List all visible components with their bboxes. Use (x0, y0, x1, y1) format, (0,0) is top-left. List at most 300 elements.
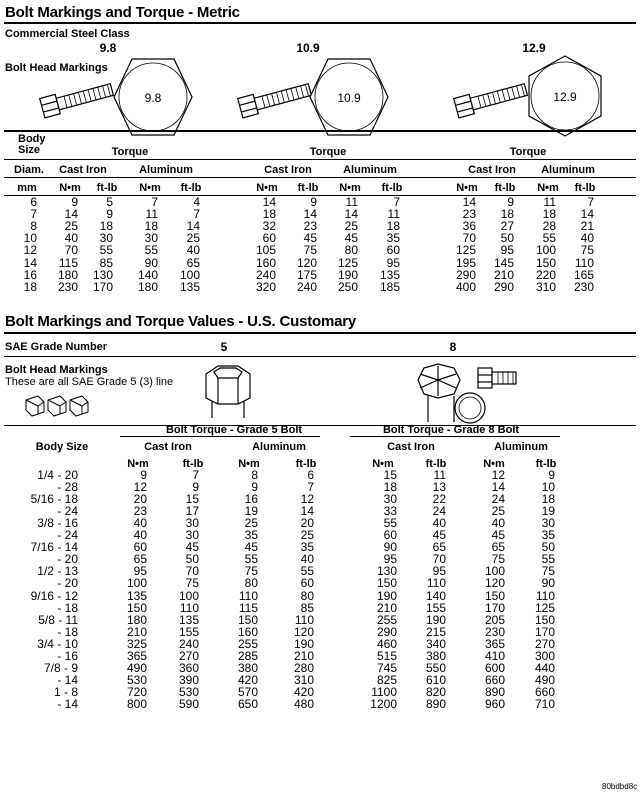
grade8-torque-cell: 130 (376, 564, 397, 579)
metric-torque-cell: 400 (455, 279, 476, 294)
grade5-torque-cell: 40 (300, 552, 314, 567)
grade8-torque-cell: 190 (425, 612, 446, 627)
grade5-torque-cell: 255 (237, 636, 258, 651)
grade5-torque-cell: 280 (293, 660, 314, 675)
grade5-torque-cell: 285 (237, 648, 258, 663)
grade8-torque-cell: 95 (383, 552, 397, 567)
metric-torque-cell: 75 (303, 243, 317, 258)
grade8-torque-cell: 890 (484, 684, 505, 699)
grade8-torque-cell: 230 (484, 624, 505, 639)
metric-torque-cell: 85 (99, 255, 113, 270)
unit-nm: N•m (456, 182, 478, 194)
grade5-torque-cell: 530 (178, 684, 199, 699)
unit-ftlb: ft-lb (425, 458, 447, 470)
grade8-torque-cell: 40 (432, 516, 446, 531)
grade8-torque-cell: 340 (425, 636, 446, 651)
grade5-torque-cell: 325 (126, 636, 147, 651)
metric-title: Bolt Markings and Torque - Metric (5, 4, 240, 21)
grade5-torque-cell: 14 (300, 504, 314, 519)
grade5-torque-cell: 15 (185, 492, 199, 507)
metric-torque-cell: 40 (64, 231, 78, 246)
grade5-torque-cell: 570 (237, 684, 258, 699)
metric-torque-cell: 175 (296, 267, 317, 282)
bolt-side-icon (38, 80, 118, 120)
metric-torque-cell: 165 (573, 267, 594, 282)
us-body-size-label: Body Size (35, 441, 89, 453)
grade5-group-rule (120, 436, 320, 437)
metric-torque-cell: 130 (92, 267, 113, 282)
metric-torque-cell: 310 (535, 279, 556, 294)
grade8-torque-cell: 50 (541, 540, 555, 555)
grade5-torque-cell: 60 (133, 540, 147, 555)
grade8-torque-cell: 410 (484, 648, 505, 663)
grade5-torque-cell: 115 (238, 600, 258, 615)
grade5-torque-cell: 75 (185, 576, 199, 591)
metric-torque-cell: 240 (255, 267, 276, 282)
metric-torque-cell: 14 (580, 207, 594, 222)
grade8-torque-cell: 550 (425, 660, 446, 675)
grade8-torque-cell: 610 (425, 672, 446, 687)
metric-torque-label-2: Torque (309, 146, 347, 158)
metric-torque-cell: 11 (543, 195, 556, 209)
metric-al-label-1: Aluminum (139, 164, 193, 176)
us-body-size-cell: 5/8 - 11 (38, 612, 78, 627)
grade5-torque-cell: 45 (244, 540, 258, 555)
us-body-size-cell: 7/8 - 9 (43, 660, 78, 675)
grade8-torque-cell: 745 (376, 660, 397, 675)
metric-al-label-2: Aluminum (343, 164, 397, 176)
grade8-torque-cell: 215 (425, 624, 446, 639)
metric-torque-cell: 9 (507, 195, 514, 209)
grade5-torque-cell: 160 (237, 624, 258, 639)
grade5-bolt-head-icon (202, 364, 254, 420)
grade5-torque-cell: 80 (300, 588, 314, 603)
grade5-torque-cell: 240 (178, 636, 199, 651)
metric-torque-cell: 25 (186, 231, 200, 246)
footer-code: 80bdbd8c (602, 782, 638, 791)
metric-torque-cell: 40 (186, 243, 200, 258)
grade5-torque-cell: 80 (244, 576, 258, 591)
us-body-size-cell: - 14 (57, 672, 78, 687)
metric-torque-cell: 50 (500, 231, 514, 246)
metric-sub-rule (4, 159, 636, 160)
metric-body-size-label: Body Size (18, 133, 46, 156)
metric-torque-cell: 18 (99, 219, 113, 234)
grade8-torque-cell: 75 (491, 552, 505, 567)
grade5-torque-cell: 50 (185, 552, 199, 567)
metric-diameter-cell: 10 (23, 231, 37, 246)
grade8-torque-cell: 825 (376, 672, 397, 687)
metric-torque-cell: 14 (186, 219, 200, 234)
grade5-torque-cell: 9 (140, 468, 147, 482)
grade5-torque-cell: 135 (178, 612, 199, 627)
grade8-torque-cell: 18 (383, 480, 397, 495)
grade5-torque-cell: 420 (293, 684, 314, 699)
metric-title-rule (4, 22, 636, 24)
metric-torque-label-1: Torque (111, 146, 149, 158)
metric-torque-cell: 9 (310, 195, 317, 209)
unit-ftlb: ft-lb (494, 182, 516, 194)
grade8-torque-cell: 190 (376, 588, 397, 603)
metric-torque-cell: 23 (303, 219, 317, 234)
metric-torque-cell: 125 (455, 243, 476, 258)
grade8-torque-cell: 95 (432, 564, 446, 579)
us-al-label-g5: Aluminum (252, 441, 306, 453)
metric-torque-cell: 40 (580, 231, 594, 246)
grade8-torque-cell: 10 (541, 480, 555, 495)
grade8-torque-cell: 960 (484, 696, 505, 711)
metric-diameter-cell: 12 (23, 243, 37, 258)
unit-ftlb: ft-lb (96, 182, 118, 194)
grade5-torque-cell: 390 (178, 672, 199, 687)
grade5-torque-cell: 25 (244, 516, 258, 531)
us-body-size-cell: - 24 (57, 528, 78, 543)
torque-grade8-label: Bolt Torque - Grade 8 Bolt (382, 424, 520, 436)
grade5-torque-cell: 490 (126, 660, 147, 675)
grade5-torque-cell: 85 (300, 600, 314, 615)
us-body-size-cell: 3/8 - 16 (37, 516, 78, 531)
metric-torque-cell: 100 (179, 267, 200, 282)
bolt-side-icon (452, 80, 532, 120)
metric-diameter-cell: 6 (30, 195, 37, 209)
grade5-torque-cell: 8 (251, 468, 258, 482)
grade5-torque-cell: 100 (126, 576, 147, 591)
grade8-torque-cell: 9 (548, 468, 555, 482)
us-ci-label-g5: Cast Iron (144, 441, 192, 453)
metric-torque-cell: 75 (580, 243, 594, 258)
us-title-rule (4, 332, 636, 334)
grade8-torque-cell: 55 (541, 552, 555, 567)
grade8-torque-cell: 65 (432, 540, 446, 555)
grade8-torque-cell: 1200 (370, 696, 397, 711)
grade8-torque-cell: 150 (484, 588, 505, 603)
unit-ftlb: ft-lb (574, 182, 596, 194)
grade8-torque-cell: 75 (541, 564, 555, 579)
grade8-torque-cell: 22 (432, 492, 446, 507)
us-body-size-cell: - 28 (57, 480, 78, 495)
grade5-torque-cell: 650 (237, 696, 258, 711)
metric-torque-cell: 25 (344, 219, 358, 234)
metric-torque-cell: 95 (500, 243, 514, 258)
grade8-torque-cell: 710 (534, 696, 555, 711)
grade8-torque-cell: 290 (376, 624, 397, 639)
grade5-torque-cell: 150 (237, 612, 258, 627)
hex-head-12-9-mark: 12.9 (553, 90, 577, 104)
metric-torque-cell: 7 (193, 207, 200, 222)
grade5-torque-cell: 420 (237, 672, 258, 687)
us-body-size-cell: 7/16 - 14 (30, 540, 78, 555)
grade5-torque-cell: 20 (133, 492, 147, 507)
grade8-torque-cell: 205 (484, 612, 505, 627)
metric-torque-cell: 18 (500, 207, 514, 222)
grade5-torque-cell: 12 (300, 492, 314, 507)
grade8-torque-cell: 110 (535, 588, 555, 603)
grade5-torque-cell: 35 (244, 528, 258, 543)
metric-torque-cell: 55 (542, 231, 556, 246)
grade8-torque-cell: 65 (491, 540, 505, 555)
unit-ftlb: ft-lb (535, 458, 557, 470)
grade8-torque-cell: 110 (426, 576, 446, 591)
grade5-torque-cell: 110 (179, 600, 199, 615)
grade5-torque-cell: 40 (133, 516, 147, 531)
us-title: Bolt Markings and Torque Values - U.S. Customary (5, 313, 357, 330)
grade5-torque-cell: 190 (293, 636, 314, 651)
grade5-torque-cell: 70 (185, 564, 199, 579)
metric-torque-cell: 100 (535, 243, 556, 258)
metric-al-label-3: Aluminum (541, 164, 595, 176)
metric-torque-cell: 65 (186, 255, 200, 270)
grade8-torque-cell: 365 (484, 636, 505, 651)
grade5-torque-cell: 19 (244, 504, 258, 519)
grade5-torque-cell: 530 (126, 672, 147, 687)
metric-torque-cell: 170 (92, 279, 113, 294)
grade5-torque-cell: 380 (237, 660, 258, 675)
grade8-torque-cell: 490 (534, 672, 555, 687)
metric-torque-cell: 27 (500, 219, 514, 234)
grade5-torque-cell: 20 (300, 516, 314, 531)
metric-torque-cell: 32 (262, 219, 276, 234)
unit-ftlb: ft-lb (381, 182, 403, 194)
metric-diameter-cell: 18 (23, 279, 37, 294)
metric-torque-cell: 14 (344, 207, 358, 222)
metric-torque-cell: 14 (64, 207, 78, 222)
metric-sub-rule (4, 177, 636, 178)
grade5-three-hex-icon (20, 394, 96, 420)
grade8-torque-cell: 660 (534, 684, 555, 699)
class-12-9: 12.9 (522, 41, 546, 55)
us-body-size-cell: 3/4 - 10 (37, 636, 78, 651)
grade8-torque-cell: 30 (383, 492, 397, 507)
metric-torque-cell: 250 (337, 279, 358, 294)
metric-torque-cell: 120 (296, 255, 317, 270)
metric-torque-cell: 18 (542, 207, 556, 222)
metric-torque-cell: 18 (144, 219, 158, 234)
grade8-torque-cell: 13 (432, 480, 446, 495)
grade5-torque-cell: 75 (244, 564, 258, 579)
us-body-size-cell: 1/2 - 13 (37, 564, 78, 579)
hex-head-10-9-mark: 10.9 (337, 91, 361, 105)
metric-torque-cell: 70 (64, 243, 78, 258)
metric-torque-cell: 25 (64, 219, 78, 234)
grade5-torque-cell: 270 (178, 648, 199, 663)
grade8-torque-cell: 12 (491, 468, 505, 482)
grade5-torque-cell: 310 (293, 672, 314, 687)
metric-torque-cell: 210 (493, 267, 514, 282)
metric-torque-cell: 7 (587, 195, 594, 209)
grade5-torque-cell: 45 (185, 540, 199, 555)
metric-torque-cell: 18 (262, 207, 276, 222)
metric-torque-cell: 60 (262, 231, 276, 246)
metric-torque-cell: 11 (387, 207, 400, 222)
grade8-torque-cell: 890 (425, 696, 446, 711)
grade5-torque-cell: 480 (293, 696, 314, 711)
grade5-torque-cell: 210 (293, 648, 314, 663)
metric-torque-cell: 135 (379, 267, 400, 282)
grade8-torque-cell: 170 (484, 600, 505, 615)
grade8-torque-cell: 210 (376, 600, 397, 615)
metric-mm-label: mm (17, 182, 37, 194)
unit-nm: N•m (537, 182, 559, 194)
metric-torque-cell: 55 (144, 243, 158, 258)
metric-torque-cell: 230 (57, 279, 78, 294)
metric-table-top-rule (4, 130, 636, 132)
grade8-torque-cell: 40 (491, 516, 505, 531)
grade8-torque-cell: 35 (541, 528, 555, 543)
unit-nm: N•m (483, 458, 505, 470)
grade8-torque-cell: 45 (432, 528, 446, 543)
us-body-size-cell: 5/16 - 18 (30, 492, 78, 507)
us-head-markings-note: These are all SAE Grade 5 (3) line (5, 376, 174, 388)
metric-head-markings-label: Bolt Head Markings (5, 62, 108, 74)
grade8-torque-cell: 170 (534, 624, 555, 639)
metric-torque-cell: 125 (337, 255, 358, 270)
grade5-torque-cell: 360 (178, 660, 199, 675)
metric-torque-cell: 11 (345, 195, 358, 209)
grade8-torque-cell: 55 (383, 516, 397, 531)
grade8-torque-cell: 660 (484, 672, 505, 687)
metric-torque-cell: 55 (99, 243, 113, 258)
grade8-torque-cell: 15 (383, 468, 397, 482)
metric-torque-cell: 21 (580, 219, 594, 234)
metric-torque-cell: 9 (106, 207, 113, 222)
grade8-torque-cell: 515 (376, 648, 397, 663)
grade5-torque-cell: 60 (300, 576, 314, 591)
metric-torque-cell: 35 (386, 231, 400, 246)
washer-icon (452, 390, 488, 426)
metric-torque-cell: 160 (255, 255, 276, 270)
unit-nm: N•m (339, 182, 361, 194)
grade8-torque-cell: 11 (433, 468, 446, 482)
grade8-torque-cell: 125 (534, 600, 555, 615)
grade5-torque-cell: 65 (133, 552, 147, 567)
grade8-torque-cell: 25 (491, 504, 505, 519)
metric-torque-cell: 14 (262, 195, 276, 209)
grade5-torque-cell: 135 (126, 588, 147, 603)
unit-ftlb: ft-lb (180, 182, 202, 194)
metric-diam-label: Diam. (14, 164, 44, 176)
unit-ftlb: ft-lb (297, 182, 319, 194)
metric-torque-cell: 14 (462, 195, 476, 209)
grade8-torque-cell: 440 (534, 660, 555, 675)
sae-grade-8: 8 (449, 340, 457, 354)
grade5-torque-cell: 155 (178, 624, 199, 639)
metric-ci-label-3: Cast Iron (468, 164, 516, 176)
metric-torque-cell: 180 (137, 279, 158, 294)
metric-sub-rule (4, 195, 636, 196)
metric-torque-cell: 320 (255, 279, 276, 294)
grade8-torque-cell: 150 (534, 612, 555, 627)
metric-torque-cell: 195 (455, 255, 476, 270)
grade5-torque-cell: 16 (244, 492, 258, 507)
grade5-torque-cell: 9 (251, 480, 258, 495)
metric-torque-cell: 180 (57, 267, 78, 282)
metric-ci-label-1: Cast Iron (59, 164, 107, 176)
grade8-torque-cell: 380 (425, 648, 446, 663)
grade5-torque-cell: 23 (133, 504, 147, 519)
grade8-torque-cell: 24 (491, 492, 505, 507)
torque-grade5-label: Bolt Torque - Grade 5 Bolt (165, 424, 303, 436)
grade5-torque-cell: 6 (307, 468, 314, 482)
grade8-torque-cell: 120 (484, 576, 505, 591)
grade5-torque-cell: 590 (178, 696, 199, 711)
grade5-torque-cell: 365 (126, 648, 147, 663)
metric-torque-cell: 105 (255, 243, 276, 258)
grade5-torque-cell: 55 (244, 552, 258, 567)
metric-torque-cell: 135 (179, 279, 200, 294)
sae-rule (4, 356, 636, 357)
sae-grade-label: SAE Grade Number (5, 341, 108, 353)
us-body-size-cell: - 16 (57, 648, 78, 663)
grade5-torque-cell: 800 (126, 696, 147, 711)
metric-torque-cell: 60 (386, 243, 400, 258)
metric-diameter-cell: 8 (30, 219, 37, 234)
grade5-torque-cell: 55 (300, 564, 314, 579)
grade8-torque-cell: 100 (484, 564, 505, 579)
grade8-torque-cell: 90 (541, 576, 555, 591)
grade5-torque-cell: 12 (133, 480, 147, 495)
grade8-torque-cell: 45 (491, 528, 505, 543)
steel-class-label: Commercial Steel Class (5, 28, 130, 40)
metric-torque-cell: 45 (303, 231, 317, 246)
us-al-label-g8: Aluminum (494, 441, 548, 453)
grade8-torque-cell: 18 (541, 492, 555, 507)
unit-nm: N•m (372, 458, 394, 470)
grade5-torque-cell: 210 (126, 624, 147, 639)
us-body-size-cell: - 18 (57, 600, 78, 615)
grade8-torque-cell: 1100 (371, 684, 397, 699)
grade5-torque-cell: 25 (300, 528, 314, 543)
metric-torque-cell: 5 (106, 195, 113, 209)
grade5-torque-cell: 7 (307, 480, 314, 495)
grade5-torque-cell: 35 (300, 540, 314, 555)
metric-torque-cell: 230 (573, 279, 594, 294)
grade8-torque-cell: 24 (432, 504, 446, 519)
metric-torque-cell: 4 (193, 195, 200, 209)
unit-nm: N•m (256, 182, 278, 194)
metric-diameter-cell: 16 (23, 267, 37, 282)
grade8-torque-cell: 820 (425, 684, 446, 699)
metric-torque-cell: 23 (462, 207, 476, 222)
class-10-9: 10.9 (296, 41, 320, 55)
us-body-size-cell: - 20 (57, 576, 78, 591)
grade8-torque-cell: 255 (376, 612, 397, 627)
metric-torque-cell: 30 (144, 231, 158, 246)
metric-torque-cell: 95 (386, 255, 400, 270)
metric-ci-label-2: Cast Iron (264, 164, 312, 176)
metric-torque-cell: 190 (337, 267, 358, 282)
sae-grade-5: 5 (220, 340, 228, 354)
us-head-markings-label: Bolt Head Markings (5, 364, 108, 376)
metric-torque-cell: 7 (393, 195, 400, 209)
grade8-torque-cell: 150 (376, 576, 397, 591)
grade5-torque-cell: 7 (192, 468, 199, 482)
grade8-torque-cell: 270 (534, 636, 555, 651)
class-9-8: 9.8 (99, 41, 117, 55)
unit-nm: N•m (238, 458, 260, 470)
metric-torque-label-3: Torque (509, 146, 547, 158)
us-body-size-cell: - 18 (57, 624, 78, 639)
metric-torque-cell: 90 (144, 255, 158, 270)
grade5-torque-cell: 110 (238, 588, 258, 603)
grade5-torque-cell: 100 (178, 588, 199, 603)
grade5-torque-cell: 40 (133, 528, 147, 543)
grade8-torque-cell: 600 (484, 660, 505, 675)
metric-diameter-cell: 7 (30, 207, 37, 222)
grade8-torque-cell: 140 (425, 588, 446, 603)
us-body-size-cell: - 20 (57, 552, 78, 567)
grade8-torque-cell: 460 (376, 636, 397, 651)
metric-torque-cell: 290 (493, 279, 514, 294)
